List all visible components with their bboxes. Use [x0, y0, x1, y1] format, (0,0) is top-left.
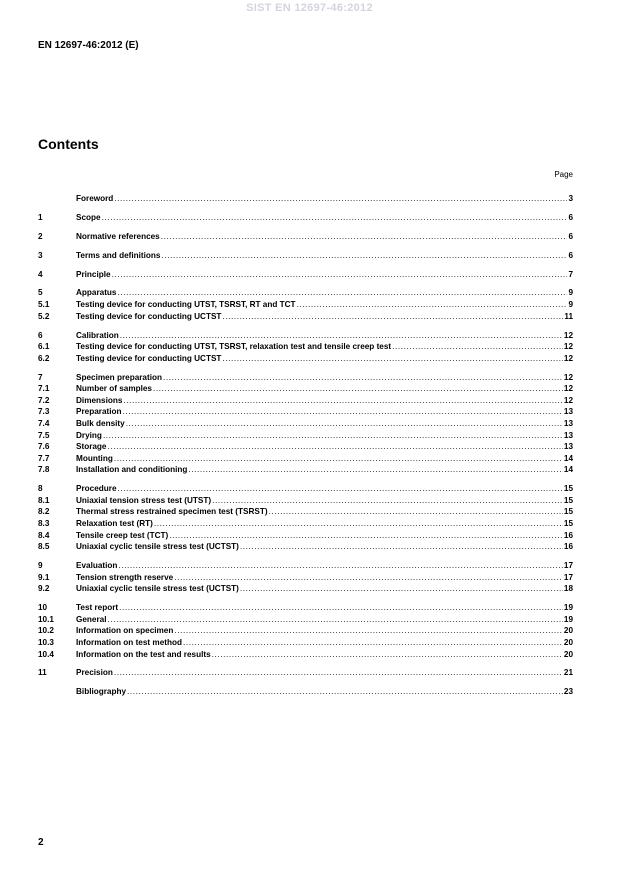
toc-entry[interactable] — [38, 383, 573, 395]
toc-entry-title: Apparatus — [76, 288, 117, 298]
toc-dot-leader — [169, 530, 563, 542]
toc-entry-page: 6 — [568, 212, 573, 222]
toc-entry-page: 12 — [563, 330, 573, 340]
toc-entry[interactable] — [38, 602, 573, 614]
toc-entry-title: Uniaxial tension stress test (UTST) — [76, 495, 212, 505]
toc-entry-page: 23 — [563, 687, 573, 697]
toc-dot-leader — [188, 464, 562, 476]
toc-entry-title: Precision — [76, 668, 113, 678]
toc-entry[interactable] — [38, 614, 573, 626]
toc-dot-leader — [269, 506, 563, 518]
toc-entry-title: Mounting — [76, 453, 113, 463]
toc-entry-number: 10.2 — [38, 626, 54, 636]
toc-entry[interactable] — [38, 341, 573, 353]
toc-entry-number: 8.3 — [38, 519, 50, 529]
toc-dot-leader — [123, 395, 562, 407]
toc-entry-title: Specimen preparation — [76, 372, 162, 382]
toc-entry-title: Procedure — [76, 484, 117, 494]
toc-entry-title: Relaxation test (RT) — [76, 519, 153, 529]
toc-dot-leader — [114, 193, 567, 205]
toc-entry-number: 7.5 — [38, 430, 50, 440]
toc-entry-page: 20 — [563, 649, 573, 659]
toc-dot-leader — [392, 341, 563, 353]
toc-group — [38, 602, 573, 660]
toc-entry-number: 9.1 — [38, 572, 50, 582]
toc-entry-title: Testing device for conducting UTST, TSRST, relaxation test and tensile creep test — [76, 342, 392, 352]
toc-entry[interactable] — [38, 541, 573, 553]
toc-entry-number: 7.8 — [38, 465, 50, 475]
toc-dot-leader — [114, 667, 563, 679]
toc-group — [38, 372, 573, 476]
toc-group — [38, 483, 573, 553]
toc-dot-leader — [120, 330, 563, 342]
toc-entry-title: Dimensions — [76, 395, 123, 405]
toc-entry[interactable] — [38, 250, 573, 262]
toc-entry-number: 6.2 — [38, 353, 50, 363]
toc-entry-title: Information on the test and results — [76, 649, 211, 659]
toc-entry-number: 1 — [38, 212, 43, 222]
table-of-contents — [38, 193, 573, 705]
toc-group — [38, 269, 573, 281]
toc-group — [38, 287, 573, 322]
toc-dot-leader — [118, 483, 563, 495]
toc-entry-page: 13 — [563, 407, 573, 417]
toc-entry-page: 15 — [563, 507, 573, 517]
toc-entry-number: 6.1 — [38, 342, 50, 352]
toc-dot-leader — [174, 625, 563, 637]
toc-entry-page: 12 — [563, 395, 573, 405]
toc-entry-number: 7.3 — [38, 407, 50, 417]
toc-dot-leader — [212, 495, 563, 507]
toc-entry-page: 6 — [568, 250, 573, 260]
toc-dot-leader — [126, 418, 563, 430]
toc-entry[interactable] — [38, 406, 573, 418]
toc-dot-leader — [112, 269, 568, 281]
toc-entry-title: Testing device for conducting UCTST — [76, 311, 222, 321]
toc-entry-number: 9.2 — [38, 584, 50, 594]
toc-entry-page: 13 — [563, 430, 573, 440]
toc-entry-page: 12 — [563, 353, 573, 363]
toc-entry-page: 12 — [563, 342, 573, 352]
toc-entry[interactable] — [38, 637, 573, 649]
toc-entry-page: 7 — [568, 269, 573, 279]
toc-entry-page: 18 — [563, 584, 573, 594]
toc-entry-page: 15 — [563, 519, 573, 529]
toc-entry-title: Thermal stress restrained specimen test (TSRST) — [76, 507, 268, 517]
toc-entry[interactable] — [38, 353, 573, 365]
toc-entry-title: Test report — [76, 603, 119, 613]
toc-entry-page: 12 — [563, 384, 573, 394]
toc-entry-page: 6 — [568, 231, 573, 241]
toc-dot-leader — [161, 250, 567, 262]
toc-entry-number: 7.4 — [38, 418, 50, 428]
toc-group — [38, 212, 573, 224]
toc-entry-title: Information on specimen — [76, 626, 174, 636]
toc-entry-number: 5.2 — [38, 311, 50, 321]
toc-entry[interactable] — [38, 441, 573, 453]
toc-entry-title: Terms and definitions — [76, 250, 161, 260]
toc-dot-leader — [114, 453, 563, 465]
toc-entry[interactable] — [38, 287, 573, 299]
toc-entry-number: 8 — [38, 484, 43, 494]
toc-entry-number: 7.7 — [38, 453, 50, 463]
toc-entry-title: Principle — [76, 269, 111, 279]
toc-entry[interactable] — [38, 530, 573, 542]
toc-entry[interactable] — [38, 518, 573, 530]
toc-dot-leader — [127, 686, 563, 698]
page-number: 2 — [38, 837, 44, 848]
toc-entry[interactable] — [38, 372, 573, 384]
toc-entry[interactable] — [38, 625, 573, 637]
toc-dot-leader — [163, 372, 563, 384]
toc-entry[interactable] — [38, 464, 573, 476]
toc-entry[interactable] — [38, 583, 573, 595]
toc-dot-leader — [102, 212, 568, 224]
toc-entry-number: 7.2 — [38, 395, 50, 405]
toc-entry-title: Preparation — [76, 407, 122, 417]
toc-entry-number: 8.4 — [38, 530, 50, 540]
toc-entry-number: 10.4 — [38, 649, 54, 659]
toc-entry-page: 21 — [563, 668, 573, 678]
toc-entry-page: 9 — [568, 288, 573, 298]
toc-entry-title: Information on test method — [76, 637, 182, 647]
toc-entry[interactable] — [38, 299, 573, 311]
toc-entry-title: Bibliography — [76, 687, 127, 697]
toc-entry-number: 7.6 — [38, 442, 50, 452]
toc-group — [38, 193, 573, 205]
toc-entry-page: 9 — [568, 300, 573, 310]
toc-entry-page: 19 — [563, 603, 573, 613]
toc-entry[interactable] — [38, 231, 573, 243]
toc-dot-leader — [183, 637, 563, 649]
toc-entry-page: 14 — [563, 453, 573, 463]
toc-dot-leader — [222, 353, 562, 365]
watermark: SIST EN 12697-46:2012 — [246, 2, 373, 14]
toc-dot-leader — [118, 560, 562, 572]
toc-entry-number: 7 — [38, 372, 43, 382]
toc-entry[interactable] — [38, 430, 573, 442]
toc-entry-page: 15 — [563, 495, 573, 505]
toc-dot-leader — [123, 406, 563, 418]
toc-entry-number: 8.2 — [38, 507, 50, 517]
toc-entry[interactable] — [38, 418, 573, 430]
toc-entry-title: General — [76, 614, 107, 624]
toc-dot-leader — [108, 614, 563, 626]
toc-entry-title: Evaluation — [76, 561, 118, 571]
toc-entry-number: 8.5 — [38, 542, 50, 552]
toc-entry-title: Normative references — [76, 231, 160, 241]
toc-entry-page: 17 — [563, 572, 573, 582]
toc-dot-leader — [212, 649, 563, 661]
toc-entry-title: Tension strength reserve — [76, 572, 174, 582]
toc-entry[interactable] — [38, 212, 573, 224]
toc-entry-number: 11 — [38, 668, 47, 678]
toc-entry-number: 4 — [38, 269, 43, 279]
toc-entry-number: 3 — [38, 250, 43, 260]
toc-entry-number: 8.1 — [38, 495, 50, 505]
toc-entry[interactable] — [38, 193, 573, 205]
toc-entry-page: 17 — [563, 561, 573, 571]
toc-group — [38, 231, 573, 243]
toc-entry-title: Testing device for conducting UCTST — [76, 353, 222, 363]
toc-entry[interactable] — [38, 649, 573, 661]
toc-entry[interactable] — [38, 483, 573, 495]
toc-entry-number: 5.1 — [38, 300, 50, 310]
toc-entry[interactable] — [38, 686, 573, 698]
toc-dot-leader — [174, 572, 563, 584]
toc-entry-page: 11 — [564, 311, 573, 321]
toc-entry[interactable] — [38, 395, 573, 407]
toc-entry-page: 19 — [563, 614, 573, 624]
toc-entry[interactable] — [38, 311, 573, 323]
toc-entry-title: Uniaxial cyclic tensile stress test (UCTST) — [76, 542, 239, 552]
page-column-label: Page — [554, 170, 573, 179]
toc-dot-leader — [153, 383, 563, 395]
toc-entry-page: 13 — [563, 442, 573, 452]
toc-group — [38, 250, 573, 262]
toc-entry-number: 2 — [38, 231, 43, 241]
toc-dot-leader — [107, 441, 562, 453]
toc-entry[interactable] — [38, 330, 573, 342]
toc-entry-number: 5 — [38, 288, 43, 298]
toc-entry-page: 20 — [563, 637, 573, 647]
toc-dot-leader — [240, 541, 563, 553]
toc-entry-page: 20 — [563, 626, 573, 636]
toc-entry-page: 15 — [563, 484, 573, 494]
toc-entry-number: 6 — [38, 330, 43, 340]
toc-group — [38, 330, 573, 365]
toc-entry-title: Uniaxial cyclic tensile stress test (UCTST) — [76, 584, 239, 594]
toc-entry-number: 10 — [38, 603, 48, 613]
toc-entry[interactable] — [38, 495, 573, 507]
toc-entry-page: 16 — [563, 530, 573, 540]
toc-dot-leader — [222, 311, 563, 323]
toc-group — [38, 686, 573, 698]
toc-entry-title: Bulk density — [76, 418, 125, 428]
toc-entry-number: 10.1 — [38, 614, 54, 624]
toc-entry-title: Tensile creep test (TCT) — [76, 530, 169, 540]
toc-entry[interactable] — [38, 572, 573, 584]
toc-entry-title: Scope — [76, 212, 101, 222]
toc-group — [38, 667, 573, 679]
toc-entry-page: 13 — [563, 418, 573, 428]
toc-dot-leader — [240, 583, 563, 595]
document-identifier: EN 12697-46:2012 (E) — [38, 40, 139, 51]
toc-entry-title: Number of samples — [76, 384, 152, 394]
toc-entry[interactable] — [38, 667, 573, 679]
toc-entry-title: Installation and conditioning — [76, 465, 188, 475]
toc-entry-page: 14 — [563, 465, 573, 475]
toc-entry-title: Storage — [76, 442, 107, 452]
toc-entry-title: Calibration — [76, 330, 119, 340]
toc-entry-title: Foreword — [76, 194, 114, 203]
toc-entry[interactable] — [38, 560, 573, 572]
toc-entry-title: Drying — [76, 430, 102, 440]
toc-group — [38, 560, 573, 595]
toc-entry-number: 9 — [38, 561, 43, 571]
toc-entry[interactable] — [38, 269, 573, 281]
toc-entry-page: 12 — [563, 372, 573, 382]
toc-dot-leader — [297, 299, 568, 311]
toc-entry-page: 16 — [563, 542, 573, 552]
toc-dot-leader — [161, 231, 568, 243]
toc-entry-page: 3 — [568, 194, 573, 203]
toc-entry[interactable] — [38, 453, 573, 465]
toc-entry-number: 10.3 — [38, 637, 54, 647]
toc-dot-leader — [154, 518, 563, 530]
toc-dot-leader — [119, 602, 563, 614]
toc-dot-leader — [103, 430, 563, 442]
toc-entry-number: 7.1 — [38, 384, 50, 394]
toc-entry-title: Testing device for conducting UTST, TSRST, RT and TCT — [76, 300, 296, 310]
contents-heading: Contents — [38, 136, 99, 152]
toc-entry[interactable] — [38, 506, 573, 518]
toc-dot-leader — [118, 287, 568, 299]
